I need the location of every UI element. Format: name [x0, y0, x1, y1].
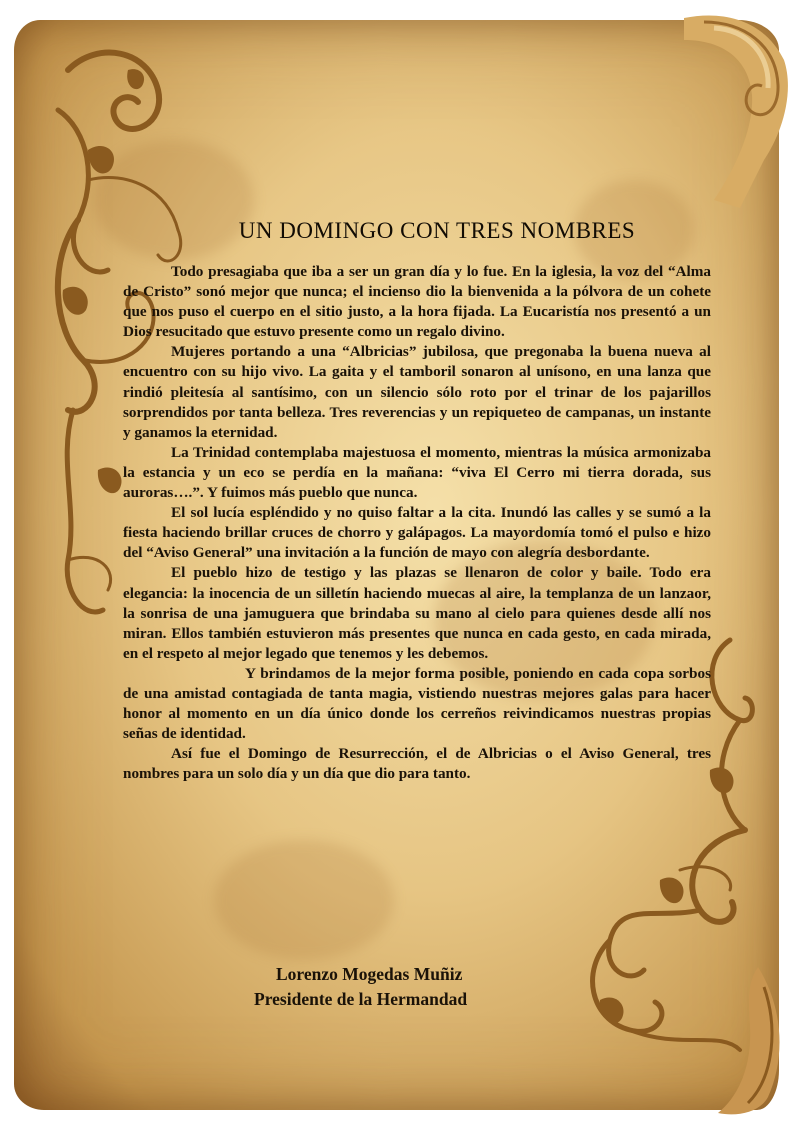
page-curl-icon — [644, 0, 794, 210]
paragraph-6: Y brindamos de la mejor forma posible, poniendo en cada copa sorbos de una amistad contagiada de tanta magia, vistiendo nuestras mejores galas para hacer honor al momento en un día único donde los cerreños reivindicamos nuestras propias señas de identidad. — [123, 664, 711, 743]
paragraph-1: Todo presagiaba que iba a ser un gran día y lo fue. En la iglesia, la voz del “Alma de Cristo” sonó mejor que nunca; el incienso dio la bienvenida a la pólvora de un cohete que nos puso el cuerpo en el sitio justo, a la hora fijada. La Eucaristía nos presentó a un Dios resucitado que estuvo presente como un regalo divino. — [123, 263, 711, 341]
signature-block — [254, 962, 467, 1012]
paragraph-4: El sol lucía espléndido y no quiso faltar a la cita. Inundó las calles y se sumó a la fiesta haciendo brillar cruces de chorro y galápagos. La mayordomía tomó el pulso e hizo del “Aviso General” una invitación a la función de mayo con alegría desbordante. — [123, 504, 711, 562]
paragraph-3: La Trinidad contemplaba majestuosa el momento, mientras la música armonizaba la estancia y un eco se perdía en la mañana: “viva El Cerro mi tierra dorada, sus auroras….”. Y fuimos más pueblo que nunca. — [123, 443, 711, 502]
paragraph-7: Así fue el Domingo de Resurrección, el de Albricias o el Aviso General, tres nombres para un solo día y un día que dio para tanto. — [123, 745, 711, 783]
signature-name: Lorenzo Mogedas Muñiz — [276, 964, 463, 984]
document-body — [123, 210, 711, 784]
page-curl-bottom-icon — [668, 967, 788, 1117]
signature-role: Presidente de la Hermandad — [254, 989, 468, 1009]
paragraph-5: El pueblo hizo de testigo y las plazas se llenaron de color y baile. Todo era elegancia: la inocencia de un silletín haciendo muecas al aire, la templanza de un lanzaor, la sonrisa de una jamuguera que brindaba su mano al cielo para quienes desde allí nos miran. Ellos también estuvieron más presentes que nunca en cada gesto, en cada mirada, en el respeto al mejor legado que tenemos y les debemos. — [123, 564, 711, 662]
document-title: UN DOMINGO CON TRES NOMBRES — [238, 218, 636, 243]
paragraph-2: Mujeres portando a una “Albricias” jubilosa, que pregonaba la buena nueva al encuentro con su hijo vivo. La gaita y el tamboril sonaron al unísono, en una lanza que rindió pleitesía al santísimo, con un silencio sólo roto por el trinar de los pajarillos sorprendidos por tanta belleza. Tres reverencias y un repiqueteo de campanas, un instante y ganamos la eternidad. — [123, 343, 711, 441]
